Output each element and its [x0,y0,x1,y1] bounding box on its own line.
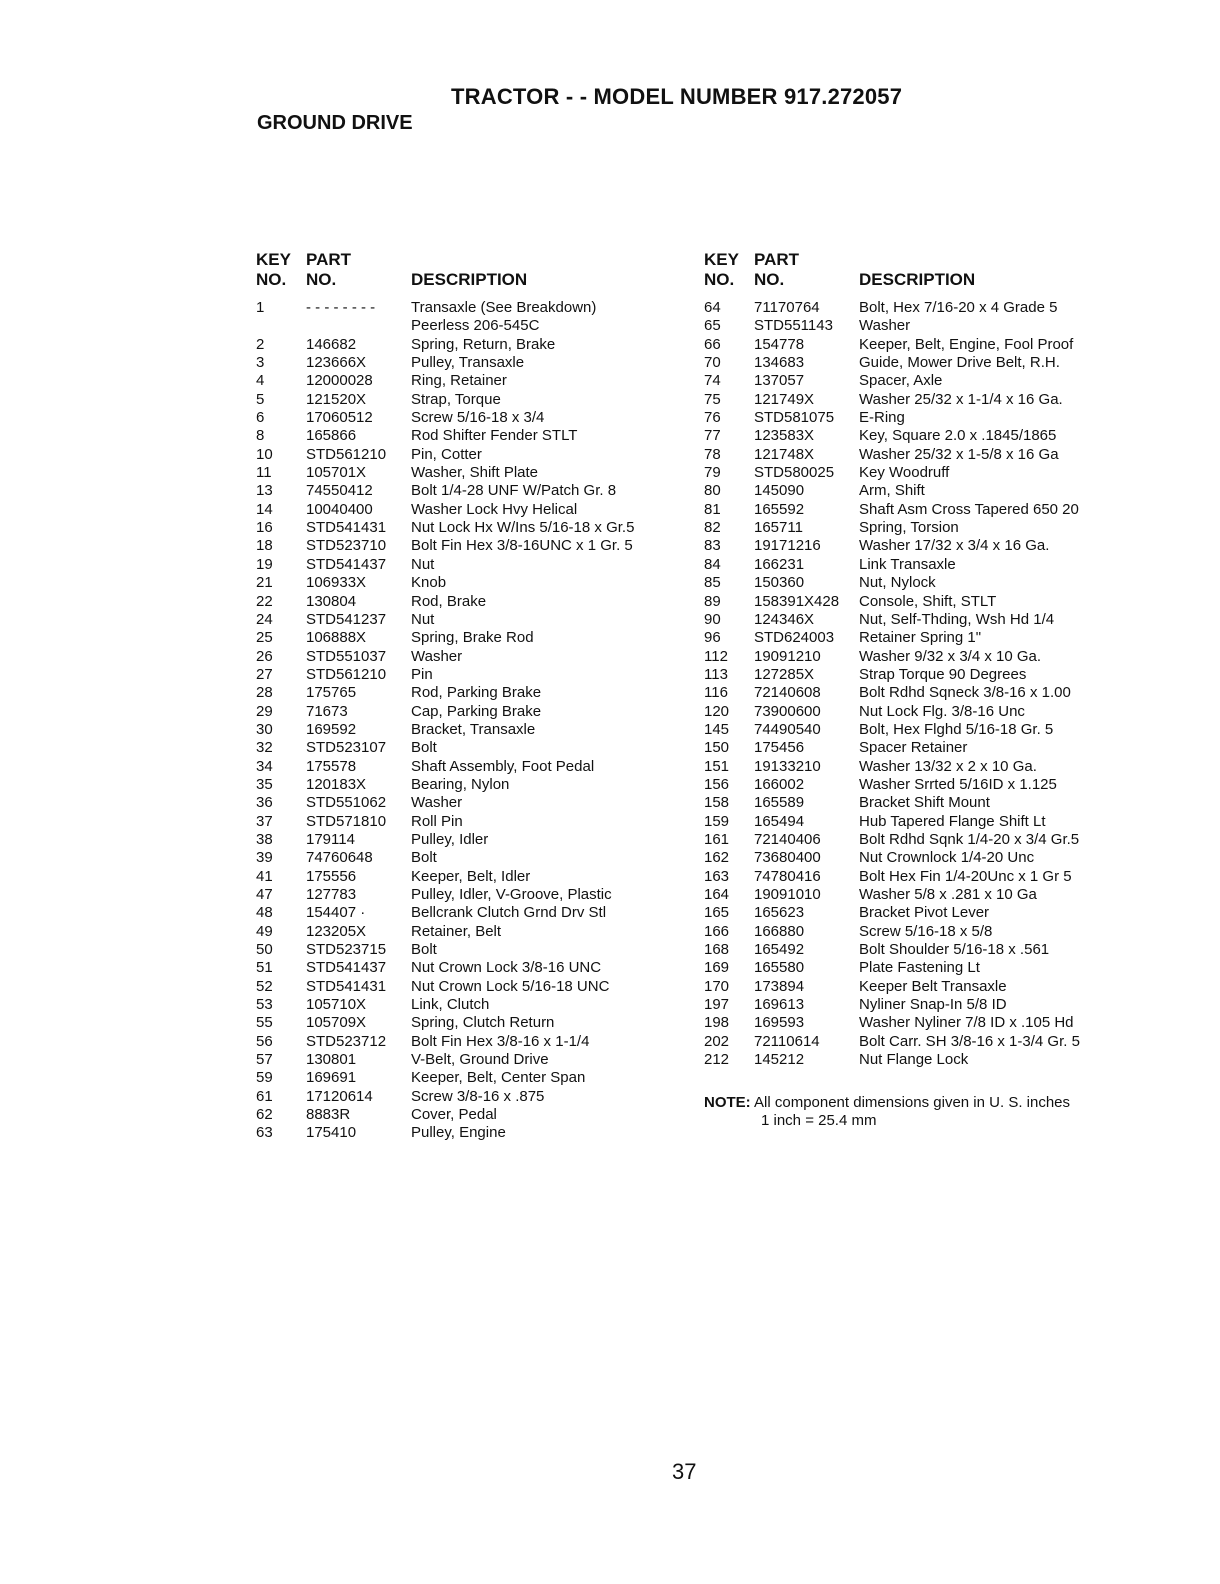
part-description: Spacer, Axle [859,372,943,390]
key-number: 8 [256,427,265,445]
note-line-2: 1 inch = 25.4 mm [761,1112,877,1129]
key-number: 66 [704,335,721,353]
part-description: Screw 3/8-16 x .875 [411,1087,545,1105]
key-number: 159 [704,812,730,830]
key-number: 83 [704,537,721,555]
part-description: V-Belt, Ground Drive [411,1051,549,1069]
part-number: 105709X [306,1014,367,1032]
key-number: 90 [704,610,721,628]
key-number: 156 [704,775,730,793]
dimension-note [704,1094,1070,1130]
part-number: STD541437 [306,959,387,977]
part-description: Bolt Hex Fin 1/4-20Unc x 1 Gr 5 [859,867,1072,885]
part-description: Cover, Pedal [411,1106,497,1124]
key-number: 158 [704,794,730,812]
part-description: Spring, Torsion [859,519,959,537]
part-description: Bolt Rdhd Sqneck 3/8-16 x 1.00 [859,684,1071,702]
key-number: 1 [256,299,265,316]
key-number: 82 [704,519,721,537]
part-number: 165711 [754,519,803,537]
part-number: 169613 [754,996,805,1014]
part-description: Nut, Nylock [859,574,936,592]
part-description: Key Woodruff [859,464,950,482]
part-description: Pulley, Transaxle [411,354,525,372]
page-title: TRACTOR - - MODEL NUMBER 917.272057 [451,84,903,109]
part-description: Key, Square 2.0 x .1845/1865 [859,427,1057,445]
key-number: 212 [704,1051,730,1069]
part-description: Bolt, Hex Flghd 5/16-18 Gr. 5 [859,720,1054,738]
part-description: Bracket Shift Mount [859,794,990,812]
part-description: Nut Lock Flg. 3/8-16 Unc [859,702,1025,720]
part-number: 165623 [754,904,805,922]
part-description: Rod Shifter Fender STLT [411,427,578,445]
part-description: Bellcrank Clutch Grnd Drv Stl [411,904,607,922]
key-number: 36 [256,794,273,812]
part-description: Bracket Pivot Lever [859,904,990,922]
part-number: 71673 [306,702,348,720]
part-number: 165866 [306,427,357,445]
key-number: 51 [256,959,273,977]
part-description: Washer, Shift Plate [411,464,539,482]
part-number: 17120614 [306,1087,373,1105]
part-description: Plate Fastening Lt [859,959,980,977]
part-number: STD561210 [306,445,387,463]
header-description: DESCRIPTION [859,270,976,289]
key-number: 164 [704,886,730,903]
part-number: - - - - - - - - [306,299,376,316]
part-description: Arm, Shift [859,482,925,500]
key-number: 76 [704,409,721,427]
part-description: Spring, Clutch Return [411,1014,555,1032]
key-number: 96 [704,629,721,647]
part-number: STD541431 [306,977,387,995]
part-number: 73900600 [754,702,821,720]
key-number: 3 [256,354,265,372]
part-description: Link Transaxle [859,555,956,573]
part-description: Nut Crown Lock 3/8-16 UNC [411,959,602,977]
part-description: Nut [411,555,435,573]
part-number: 123666X [306,354,367,372]
part-number: 74490540 [754,720,821,738]
part-number: 106888X [306,629,367,647]
part-description: Bolt [411,849,437,867]
key-number: 18 [256,537,273,555]
part-number: STD551037 [306,647,387,665]
key-number: 57 [256,1051,273,1069]
key-number: 19 [256,555,273,573]
key-number: 169 [704,959,730,977]
key-number: 39 [256,849,273,867]
key-number: 116 [704,684,728,702]
part-description: Keeper, Belt, Idler [411,867,531,885]
key-number: 165 [704,904,730,922]
part-description: Bolt, Hex 7/16-20 x 4 Grade 5 [859,299,1058,316]
key-number: 28 [256,684,273,702]
key-number: 32 [256,739,273,757]
part-description: Nut Crown Lock 5/16-18 UNC [411,977,610,995]
part-description: Screw 5/16-18 x 5/8 [859,922,993,940]
part-description: Rod, Parking Brake [411,684,542,702]
part-number: 166002 [754,775,805,793]
part-description: Washer 17/32 x 3/4 x 16 Ga. [859,537,1050,555]
key-number: 41 [256,867,273,885]
key-number: 30 [256,720,273,738]
header-part: PART [306,250,352,269]
part-description: Shaft Assembly, Foot Pedal [411,757,595,775]
part-number: 146682 [306,335,357,353]
part-description: Pin [411,665,433,683]
key-number: 37 [256,812,273,830]
part-number: 169593 [754,1014,805,1032]
key-number: 65 [704,317,721,335]
key-number: 29 [256,702,273,720]
key-number: 166 [704,922,730,940]
part-number: STD541431 [306,519,387,537]
key-number: 25 [256,629,273,647]
key-number: 22 [256,592,273,610]
part-description: Washer [859,317,911,335]
header-description: DESCRIPTION [411,270,528,289]
part-number: 74550412 [306,482,373,500]
part-description: Bracket, Transaxle [411,720,536,738]
part-number: 72110614 [754,1032,820,1050]
key-number: 150 [704,739,730,757]
key-number: 75 [704,390,721,408]
part-number: 165492 [754,941,805,959]
part-number: 154778 [754,335,805,353]
part-number: STD541437 [306,555,387,573]
key-number: 5 [256,390,265,408]
part-description: Hub Tapered Flange Shift Lt [859,812,1046,830]
part-number: 175765 [306,684,357,702]
part-description: Spacer Retainer [859,739,968,757]
key-number: 70 [704,354,721,372]
part-description: E-Ring [859,409,905,427]
part-number: 175578 [306,757,357,775]
page-number: 37 [672,1459,697,1484]
part-number: 145090 [754,482,805,500]
part-description: Washer Srrted 5/16ID x 1.125 [859,775,1057,793]
part-description: Bolt [411,739,437,757]
key-number: 84 [704,555,721,573]
part-number: STD523710 [306,537,387,555]
part-number: 121749X [754,390,815,408]
part-description: Ring, Retainer [411,372,507,390]
key-number: 34 [256,757,273,775]
part-description: Screw 5/16-18 x 3/4 [411,409,545,427]
key-number: 145 [704,720,730,738]
part-description: Bolt Shoulder 5/16-18 x .561 [859,941,1050,959]
key-number: 53 [256,996,273,1014]
key-number: 50 [256,941,273,959]
key-number: 49 [256,922,273,940]
part-description: Pulley, Idler, V-Groove, Plastic [411,886,612,903]
part-number: 127285X [754,665,815,683]
part-description: Nut, Self-Thding, Wsh Hd 1/4 [859,610,1055,628]
part-description: Washer [411,794,463,812]
part-description: Nut [411,610,435,628]
part-description: Nut Lock Hx W/Ins 5/16-18 x Gr.5 [411,519,635,537]
key-number: 77 [704,427,721,445]
part-number: 74760648 [306,849,373,867]
key-number: 59 [256,1069,273,1087]
key-number: 63 [256,1124,273,1142]
key-number: 197 [704,996,730,1014]
part-description: Bolt [411,941,437,959]
part-description: Guide, Mower Drive Belt, R.H. [859,354,1060,372]
part-number: STD571810 [306,812,387,830]
part-number: STD581075 [754,409,835,427]
part-number: 175410 [306,1124,357,1142]
key-number: 24 [256,610,273,628]
section-title: GROUND DRIVE [257,112,413,134]
part-description: Transaxle (See Breakdown) [411,299,597,316]
part-description: Cap, Parking Brake [411,702,542,720]
part-description: Bolt Fin Hex 3/8-16UNC x 1 Gr. 5 [411,537,633,555]
part-number: 154407 · [306,904,366,922]
key-number: 113 [704,665,728,683]
part-number: 19091210 [754,647,821,665]
header-part-no: NO. [306,270,337,289]
key-number: 64 [704,299,721,316]
part-description: Rod, Brake [411,592,487,610]
key-number: 89 [704,592,721,610]
part-number: 179114 [306,830,355,848]
part-number: STD523712 [306,1032,387,1050]
part-number: STD624003 [754,629,835,647]
part-description: Pin, Cotter [411,445,482,463]
key-number: 61 [256,1087,273,1105]
part-description: Link, Clutch [411,996,490,1014]
key-number: 85 [704,574,721,592]
key-number: 79 [704,464,721,482]
part-number: 105701X [306,464,367,482]
part-number: 12000028 [306,372,373,390]
key-number: 55 [256,1014,273,1032]
part-number: 134683 [754,354,805,372]
header-key-no: NO. [704,270,735,289]
part-number: 123205X [306,922,367,940]
key-number: 21 [256,574,273,592]
part-number: 123583X [754,427,815,445]
part-description: Spring, Return, Brake [411,335,556,353]
part-number: STD523107 [306,739,387,757]
key-number: 74 [704,372,721,390]
key-number: 162 [704,849,730,867]
part-number: 72140608 [754,684,821,702]
part-number: STD561210 [306,665,387,683]
part-description: Washer 5/8 x .281 x 10 Ga [859,886,1037,903]
key-number: 38 [256,830,273,848]
key-number: 81 [704,500,721,518]
part-description: Washer Lock Hvy Helical [411,500,578,518]
part-description: Keeper Belt Transaxle [859,977,1007,995]
part-description: Washer Nyliner 7/8 ID x .105 Hd [859,1014,1074,1032]
key-number: 52 [256,977,273,995]
key-number: 10 [256,445,273,463]
part-description: Roll Pin [411,812,463,830]
part-number: 120183X [306,775,367,793]
part-number: 124346X [754,610,815,628]
key-number: 163 [704,867,730,885]
key-number: 48 [256,904,273,922]
key-number: 80 [704,482,721,500]
key-number: 2 [256,335,265,353]
part-number: 166880 [754,922,805,940]
key-number: 168 [704,941,730,959]
part-description: Nyliner Snap-In 5/8 ID [859,996,1007,1014]
part-number: 137057 [754,372,805,390]
part-number: 165580 [754,959,805,977]
part-number: 19133210 [754,757,821,775]
part-number: STD541237 [306,610,387,628]
part-description: Keeper, Belt, Center Span [411,1069,586,1087]
part-number: 127783 [306,886,357,903]
key-number: 26 [256,647,273,665]
key-number: 170 [704,977,730,995]
part-description: Washer 25/32 x 1-1/4 x 16 Ga. [859,390,1063,408]
part-number: 8883R [306,1106,351,1124]
part-description: Knob [411,574,447,592]
key-number: 120 [704,702,730,720]
key-number: 16 [256,519,273,537]
part-description: Bolt Rdhd Sqnk 1/4-20 x 3/4 Gr.5 [859,830,1080,848]
part-description: Washer 25/32 x 1-5/8 x 16 Ga [859,445,1059,463]
part-description: Washer 13/32 x 2 x 10 Ga. [859,757,1037,775]
part-number: 10040400 [306,500,373,518]
key-number: 14 [256,500,273,518]
header-key: KEY [704,250,739,269]
part-description: Bolt Fin Hex 3/8-16 x 1-1/4 [411,1032,590,1050]
part-description: Console, Shift, STLT [859,592,997,610]
part-description: Nut Crownlock 1/4-20 Unc [859,849,1035,867]
part-number: 166231 [754,555,805,573]
part-description: Washer 9/32 x 3/4 x 10 Ga. [859,647,1042,665]
part-number: 173894 [754,977,805,995]
part-number: 175556 [306,867,357,885]
part-number: 72140406 [754,830,821,848]
part-number: 106933X [306,574,367,592]
part-number: 175456 [754,739,805,757]
part-description: Bearing, Nylon [411,775,510,793]
key-number: 47 [256,886,273,903]
part-description: Retainer, Belt [411,922,502,940]
key-number: 78 [704,445,721,463]
part-description: Pulley, Idler [411,830,489,848]
part-number: 165592 [754,500,805,518]
part-number: STD523715 [306,941,387,959]
part-number: 105710X [306,996,367,1014]
part-number: 130804 [306,592,357,610]
key-number: 27 [256,665,273,683]
part-number: 169691 [306,1069,357,1087]
key-number: 35 [256,775,273,793]
part-description: Bolt Carr. SH 3/8-16 x 1-3/4 Gr. 5 [859,1032,1080,1050]
part-number: STD551143 [754,317,833,335]
part-number: STD551062 [306,794,387,812]
part-description: Strap Torque 90 Degrees [859,665,1027,683]
key-number: 56 [256,1032,273,1050]
part-number: 169592 [306,720,357,738]
header-part: PART [754,250,800,269]
part-description: Peerless 206-545C [411,317,540,335]
key-number: 13 [256,482,273,500]
part-description: Shaft Asm Cross Tapered 650 20 [859,500,1079,518]
key-number: 11 [256,464,272,482]
part-number: 130801 [306,1051,357,1069]
header-part-no: NO. [754,270,785,289]
header-key: KEY [256,250,291,269]
note-label: NOTE: [704,1094,751,1111]
part-description: Pulley, Engine [411,1124,506,1142]
key-number: 151 [704,757,730,775]
part-description: Keeper, Belt, Engine, Fool Proof [859,335,1074,353]
part-number: 19171216 [754,537,821,555]
part-number: 73680400 [754,849,821,867]
key-number: 161 [704,830,730,848]
part-number: 71170764 [754,299,820,316]
header-key-no: NO. [256,270,287,289]
part-number: 165494 [754,812,805,830]
part-number: 145212 [754,1051,805,1069]
part-description: Bolt 1/4-28 UNF W/Patch Gr. 8 [411,482,617,500]
part-number: 19091010 [754,886,821,903]
key-number: 62 [256,1106,273,1124]
part-number: 121748X [754,445,815,463]
part-number: 150360 [754,574,805,592]
part-description: Nut Flange Lock [859,1051,969,1069]
part-description: Strap, Torque [411,390,501,408]
part-number: 17060512 [306,409,373,427]
part-number: 165589 [754,794,805,812]
part-description: Retainer Spring 1" [859,629,982,647]
part-number: STD580025 [754,464,835,482]
part-number: 121520X [306,390,367,408]
key-number: 202 [704,1032,730,1050]
key-number: 198 [704,1014,730,1032]
part-description: Washer [411,647,463,665]
note-line-1: All component dimensions given in U. S. inches [754,1094,1071,1111]
key-number: 6 [256,409,265,427]
part-number: 74780416 [754,867,821,885]
key-number: 4 [256,372,265,390]
part-description: Spring, Brake Rod [411,629,534,647]
part-number: 158391X428 [754,592,840,610]
key-number: 112 [704,647,728,665]
